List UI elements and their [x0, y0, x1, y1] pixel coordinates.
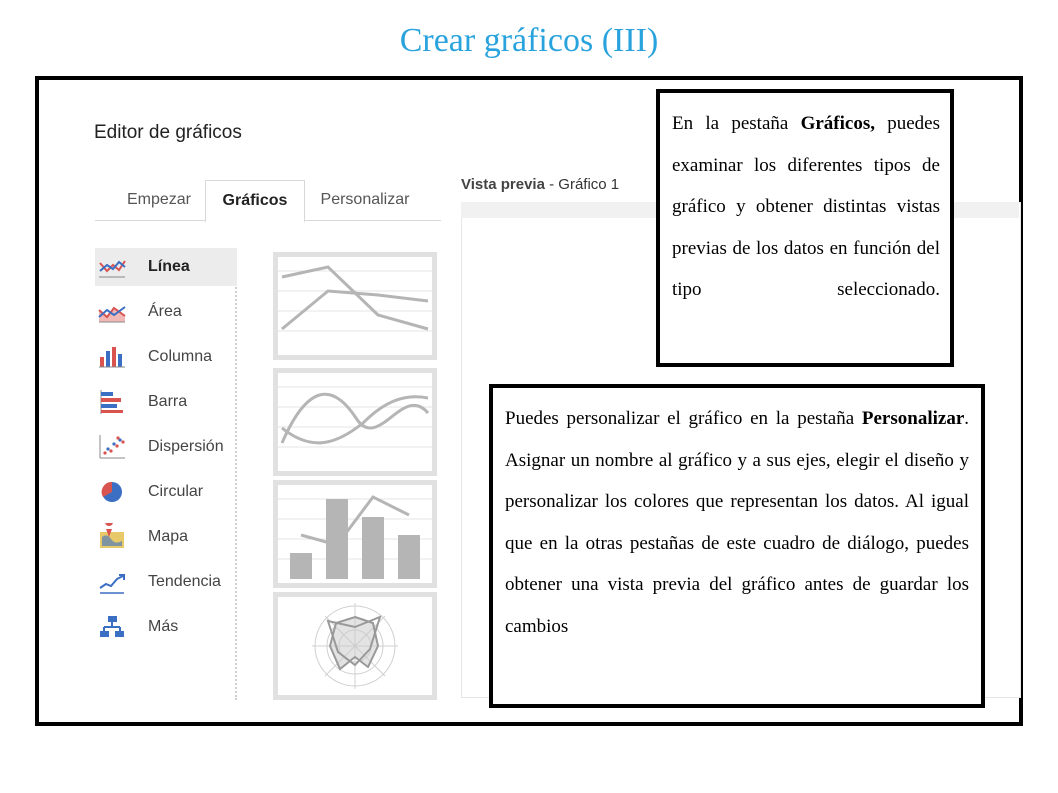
callout-text: Puedes personalizar el gráfico en la pestaña — [505, 408, 862, 429]
editor-tabs — [95, 180, 441, 221]
area-chart-icon — [97, 298, 127, 326]
thumbnail-line-chart[interactable] — [273, 252, 437, 360]
tab-graficos[interactable]: Gráficos — [205, 180, 305, 223]
combo-chart-thumbnail-icon — [278, 485, 432, 583]
preview-label: Vista previa — [461, 176, 545, 193]
sidebar-item-mapa[interactable] — [95, 518, 237, 556]
scatter-chart-icon — [97, 433, 127, 461]
sidebar-item-label: Dispersión — [148, 438, 224, 455]
bar-chart-icon — [97, 388, 127, 416]
sidebar-item-tendencia[interactable] — [95, 563, 237, 601]
callout-personalizar-tab — [489, 384, 985, 708]
callout-bold-text: Gráficos, — [800, 113, 875, 134]
slide-title: Crear gráficos (III) — [399, 22, 659, 59]
editor-title: Editor de gráficos — [94, 122, 242, 143]
callout-text: En la pestaña — [672, 113, 801, 134]
sidebar-item-label: Tendencia — [148, 573, 221, 590]
sidebar-item-label: Mapa — [148, 528, 189, 545]
sidebar-item-columna[interactable] — [95, 338, 237, 376]
sidebar-item-label: Circular — [148, 483, 204, 500]
chart-type-sidebar — [95, 248, 237, 700]
tab-personalizar[interactable]: Personalizar — [320, 191, 410, 208]
trend-icon — [97, 568, 127, 596]
line-chart-icon — [97, 253, 127, 281]
preview-title — [461, 176, 619, 193]
callout-text: . Asignar un nombre al gráfico y a sus ejes, elegir el diseño y personalizar los colores que representan los datos. Al igual que en la otras pestañas de este cuadro de diálogo, puedes obtener una vista previa del gráfico antes de guardar los cambios — [505, 408, 969, 637]
line-chart-thumbnail-icon — [278, 257, 432, 355]
sidebar-item-label: Más — [148, 618, 179, 635]
sidebar-item-mas[interactable] — [95, 608, 237, 646]
column-chart-icon — [97, 343, 127, 371]
thumbnail-radar-chart[interactable] — [273, 592, 437, 700]
preview-chart-name: Gráfico 1 — [558, 176, 620, 193]
preview-separator: - — [544, 176, 559, 193]
tab-empezar[interactable]: Empezar — [126, 191, 192, 208]
more-charts-icon — [97, 613, 127, 641]
callout-bold-text: Personalizar — [861, 408, 965, 429]
pie-chart-icon — [97, 478, 127, 506]
map-icon — [97, 523, 127, 551]
sidebar-item-area[interactable] — [95, 293, 237, 331]
callout-graficos-tab — [656, 89, 954, 367]
sidebar-item-linea[interactable] — [95, 248, 237, 286]
callout-text: puedes examinar los diferentes tipos de gráfico y obtener distintas vistas previas de los datos en función del tipo seleccionado. — [672, 113, 941, 300]
thumbnail-combo-chart[interactable] — [273, 480, 437, 588]
sidebar-item-circular[interactable] — [95, 473, 237, 511]
sidebar-item-label: Área — [148, 303, 182, 320]
radar-chart-thumbnail-icon — [278, 597, 432, 695]
sidebar-item-label: Barra — [148, 393, 188, 410]
sidebar-item-label: Columna — [148, 348, 213, 365]
thumbnail-smooth-line-chart[interactable] — [273, 368, 437, 476]
sidebar-item-barra[interactable] — [95, 383, 237, 421]
sidebar-item-label: Línea — [148, 258, 190, 275]
smooth-line-thumbnail-icon — [278, 373, 432, 471]
sidebar-item-dispersion[interactable] — [95, 428, 237, 466]
